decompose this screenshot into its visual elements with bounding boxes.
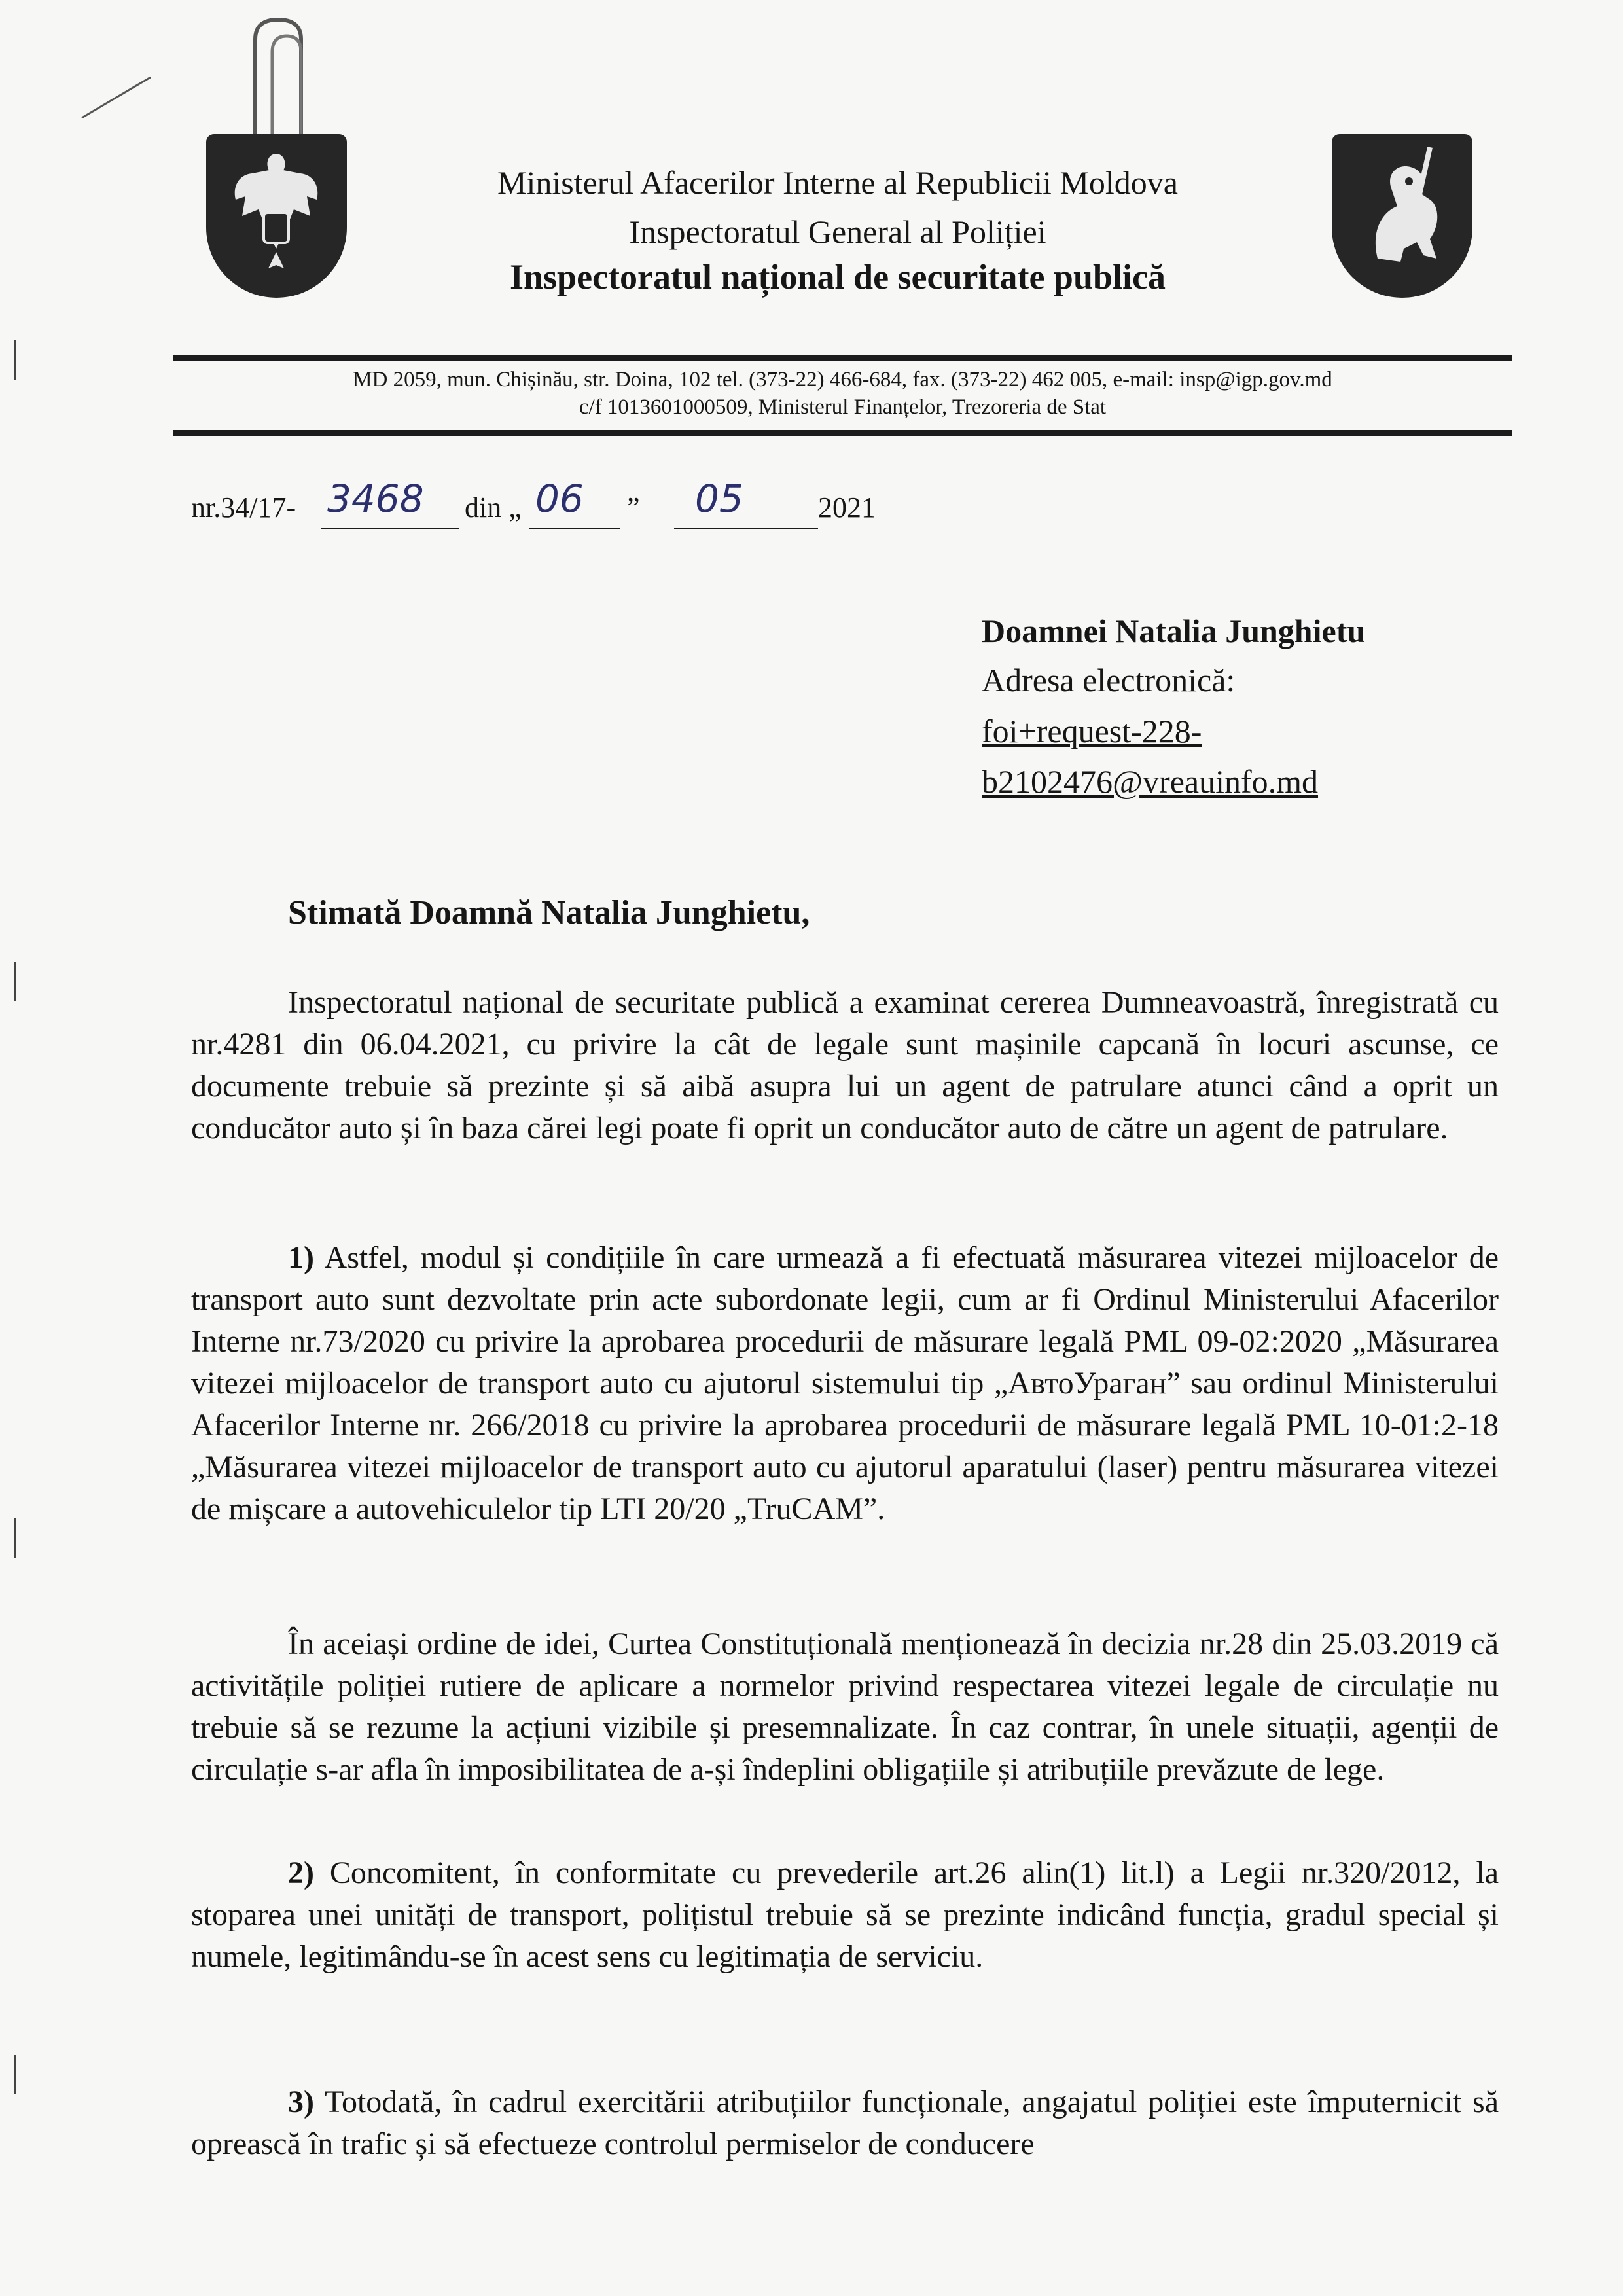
reference-day-handwritten: 06 (535, 476, 584, 521)
contact-address: MD 2059, mun. Chișinău, str. Doina, 102 tel. (373-22) 466-684, fax. (373-22) 462 005, e-mail: insp@igp.gov.md (353, 368, 1332, 391)
body-paragraph-5-text: Totodată, în cadrul exercitării atribuțiilor funcționale, angajatul poliției este împuternicit să oprească în trafic și să efectueze controlul permiselor de conducere (191, 2085, 1499, 2161)
body-paragraph-1: Inspectoratul național de securitate publică a examinat cererea Dumneavoastră, înregistrată cu nr.4281 din 06.04.2021, cu privire la cât de legale sunt mașinile capcană în locuri ascunse, ce documente trebuie să prezinte și să aibă asupra lui un agent de patrulare atunci când a oprit un conducător auto și în baza cărei legi poate fi oprit un conducător auto de către un agent de patrulare. (191, 985, 1499, 1145)
recipient-email-label: Adresa electronică: (982, 662, 1236, 698)
margin-mark (14, 340, 16, 380)
reference-din: din „ (465, 492, 522, 524)
coat-of-arms-emblem (206, 134, 347, 298)
recipient-email-line2[interactable]: b2102476@vreauinfo.md (982, 763, 1319, 800)
point-number-3: 3) (288, 2085, 314, 2119)
inspectorate-general-name: Inspectoratul General al Poliției (629, 213, 1046, 250)
header-rule-top (173, 355, 1512, 361)
point-number-1: 1) (288, 1240, 314, 1275)
fiscal-code: c/f 1013601000509, Ministerul Finanțelor, Trezoreria de Stat (579, 395, 1107, 419)
eagle-icon (206, 134, 347, 298)
reference-month-handwritten: 05 (695, 476, 743, 521)
margin-mark (14, 1518, 16, 1558)
reference-quote-close: ” (627, 492, 640, 524)
number-underline (321, 528, 459, 529)
body-paragraph-4-text: Concomitent, în conformitate cu prevederile art.26 alin(1) lit.l) a Legii nr.320/2012, la stoparea unei unități de transport, polițistul trebuie să se prezinte indicând funcția, gradul special și numele, legitimându-se în acest sens cu legitimația de serviciu. (191, 1856, 1499, 1974)
margin-mark (14, 962, 16, 1001)
pen-mark-icon (79, 72, 157, 124)
day-underline (529, 528, 620, 529)
reference-prefix: nr.34/17- (191, 492, 296, 524)
body-paragraph-3: În aceiași ordine de idei, Curtea Constituțională menționează în decizia nr.28 din 25.03.2019 că activitățile poliției rutiere de aplicare a normelor privind respectarea vitezei legale de circulație nu trebuie să se rezume la acțiuni vizibile și presemnalizate. În caz contrar, în unele situații, agenții de circulație s-ar afla în imposibilitatea de a-și îndeplini obligațiile și atribuțiile prevăzute de lege. (191, 1626, 1499, 1787)
body-paragraph-5 (191, 2081, 1499, 2165)
point-number-2: 2) (288, 1856, 314, 1890)
month-underline (674, 528, 818, 529)
margin-mark (14, 2055, 16, 2094)
reference-year: 2021 (818, 492, 876, 524)
institution-name: Inspectoratul național de securitate publică (509, 257, 1166, 296)
body-paragraph-4 (191, 1852, 1499, 1978)
police-crest-emblem (1332, 134, 1472, 298)
lion-icon (1332, 134, 1472, 298)
reference-number-handwritten: 3468 (327, 476, 424, 521)
header-rule-bottom (173, 430, 1512, 436)
body-paragraph-2 (191, 1237, 1499, 1530)
ministry-name: Ministerul Afacerilor Interne al Republicii Moldova (497, 164, 1178, 201)
recipient-name: Doamnei Natalia Junghietu (982, 613, 1366, 649)
body-paragraph-2-text: Astfel, modul și condițiile în care urmează a fi efectuată măsurarea vitezei mijloacelor de transport auto sunt dezvoltate prin acte subordonate legii, cum ar fi Ordinul Ministerului Afacerilor Interne nr.73/2020 cu privire la aprobarea procedurii de măsurare legală PML 09-02:2020 „Măsurarea vitezei mijloacelor de transport auto cu ajutorul sistemului tip „АвтоУраган” sau ordinul Ministerului Afacerilor Interne nr. 266/2018 cu privire la aprobarea procedurii de măsurare legală PML 10-01:2-18 „Măsurarea vitezei mijloacelor de transport auto cu ajutorul aparatului (laser) pentru măsurarea vitezei de mișcare a autovehiculelor tip LTI 20/20 „TruCAM”. (191, 1240, 1499, 1526)
salutation: Stimată Doamnă Natalia Junghietu, (288, 894, 810, 931)
recipient-email-line1[interactable]: foi+request-228- (982, 713, 1202, 749)
